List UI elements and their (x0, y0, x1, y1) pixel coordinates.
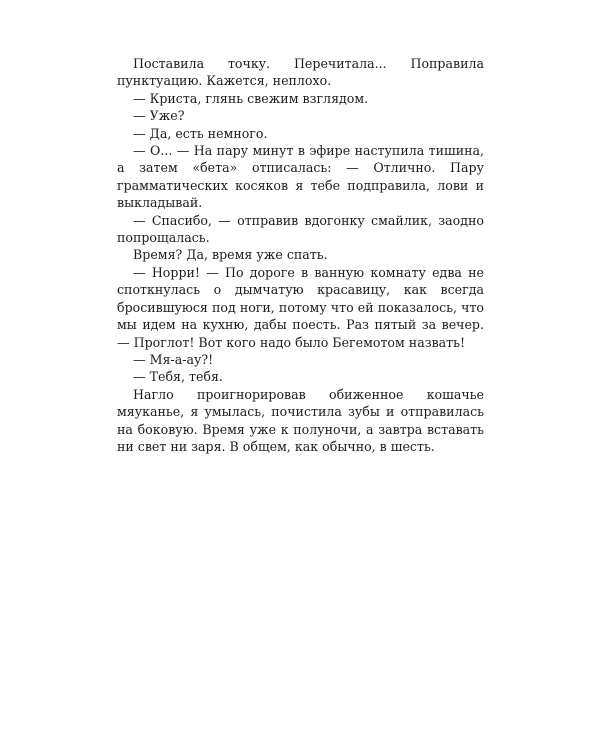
paragraph: — Да, есть немного. (133, 125, 268, 141)
paragraph: — Спасибо, — отправив вдогонку смайлик, заодно попрощалась. (117, 212, 484, 246)
paragraph: Поставила точку. Перечитала... Поправила пунктуацию. Кажется, неплохо. (117, 56, 484, 89)
paragraph: — Криста, глянь свежим взглядом. (133, 90, 369, 106)
paragraph: Время? Да, время уже спать. (133, 247, 328, 263)
paragraph: — Мя-а-ау?! (133, 351, 214, 367)
paragraph: — Тебя, тебя. (133, 369, 223, 385)
paragraph: — Норри! — По дороге в ванную комнату едва не споткнулась о дымчатую красавицу, как всегда бросившуюся под ноги, потому что ей показалось, что мы идем на кухню, дабы поесть. Раз пятый за вечер. — Проглот! Вот кого надо было Бегемотом назвать! (117, 264, 484, 350)
paragraph: Нагло проигнорировав обиженное кошачье мяуканье, я умылась, почистила зубы и отправилась на боковую. Время уже к полуночи, а завтра вставать ни свет ни заря. В общем, как обычно, в шесть. (117, 386, 484, 454)
paragraph: — Уже? (133, 108, 185, 124)
text-block (117, 55, 484, 455)
paragraph: — О... — На пару минут в эфире наступила тишина, а затем «бета» отписалась: — Отлично. Пару грамматических косяков я тебе подправила, лови и выкладывай. (117, 143, 484, 211)
